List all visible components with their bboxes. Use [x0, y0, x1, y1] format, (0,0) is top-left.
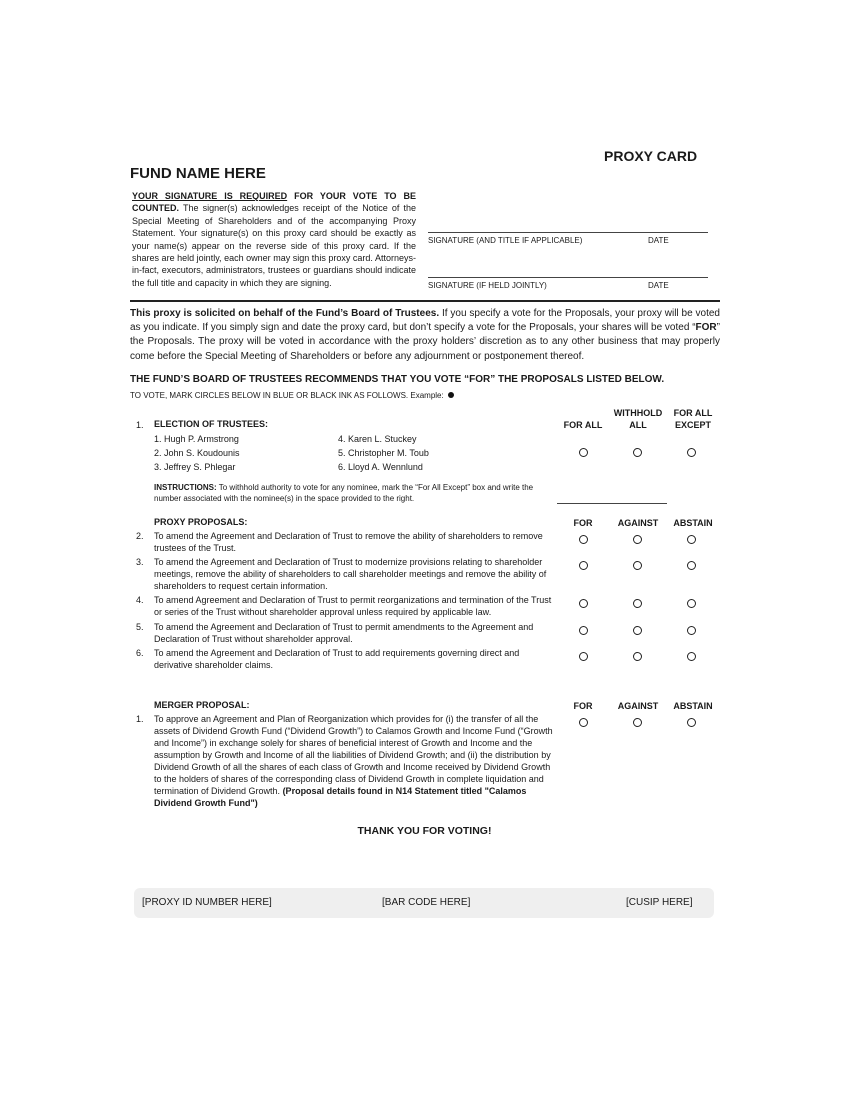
col-against: AGAINST [617, 518, 659, 528]
col-for-all: FOR ALL [563, 420, 603, 430]
nominee-exception-line[interactable] [557, 503, 667, 504]
vote-circle-for[interactable] [579, 626, 588, 635]
proposal-text: To amend the Agreement and Declaration of Trust to permit amendments to the Agreement and Declaration of Trust without shareholder approval. [154, 622, 534, 644]
merger-text: To approve an Agreement and Plan of Reorganization which provides for (i) the transfer of all the assets of Dividend Growth Fund (“Dividend Growth”) to Calamos Growth and Income Fund (“Growth and Income”) in exchange solely for shares of beneficial interest of Growth and Income and the assumption by Growth and Income of all the liabilities of Dividend Growth; and (ii) the distribution by Dividend Growth of all the shares of each class of Growth and Income received by Dividend Growth to the holders of shares of the corresponding class of Dividend Growth in complete liquidation and termination of Dividend Growth. (Proposal details found in N14 Statement titled "Calamos Dividend Growth Fund") [154, 714, 553, 808]
card-title: PROXY CARD [604, 148, 698, 164]
col-abstain: ABSTAIN [673, 518, 713, 528]
col-for-all-except: FOR ALL EXCEPT [673, 408, 713, 430]
merger-number: 1. [136, 714, 144, 724]
vote-circle-against[interactable] [633, 718, 642, 727]
vote-circle-against[interactable] [633, 535, 642, 544]
vote-circle-for[interactable] [579, 652, 588, 661]
section-divider [130, 300, 720, 302]
vote-circle-for[interactable] [579, 561, 588, 570]
vote-circle-against[interactable] [633, 561, 642, 570]
date-label-1: DATE [648, 236, 669, 245]
election-title: ELECTION OF TRUSTEES: [154, 419, 269, 429]
proposal-text: To amend Agreement and Declaration of Trust to permit reorganizations and termination of the Trust or series of the Trust without shareholder approval unless required by applicable law. [154, 595, 552, 617]
vote-circle-for[interactable] [579, 535, 588, 544]
signature-line-1[interactable] [428, 232, 708, 233]
filled-circle-example-icon [448, 392, 454, 398]
footer-bar [134, 888, 714, 918]
vote-circle-abstain[interactable] [687, 652, 696, 661]
proposal-number: 6. [136, 648, 144, 658]
signature-line-2[interactable] [428, 277, 708, 278]
nominee: 3. Jeffrey S. Phlegar [154, 462, 236, 472]
proposal-number: 3. [136, 557, 144, 567]
withhold-instructions: INSTRUCTIONS: To withhold authority to vote for any nominee, mark the “For All Except” box and write the number associated with the nominee(s) in the space provided to the right. [154, 483, 534, 503]
vote-circle-abstain[interactable] [687, 535, 696, 544]
col-for: FOR [573, 701, 593, 711]
proposal-number: 2. [136, 531, 144, 541]
proposal-number: 4. [136, 595, 144, 605]
election-number: 1. [136, 420, 144, 430]
vote-circle-for-all-except[interactable] [687, 448, 696, 457]
fund-name: FUND NAME HERE [130, 165, 266, 182]
vote-circle-against[interactable] [633, 599, 642, 608]
thank-you-text: THANK YOU FOR VOTING! [357, 825, 492, 837]
vote-circle-against[interactable] [633, 626, 642, 635]
counted-text: COUNTED. [132, 203, 179, 214]
vote-circle-abstain[interactable] [687, 599, 696, 608]
nominee: 4. Karen L. Stuckey [338, 434, 417, 444]
signature-notice: YOUR SIGNATURE IS REQUIRED FOR YOUR VOTE TO BE COUNTED. The signer(s) acknowledges receipt of the Notice of the Special Meeting of Shareholders and of the accompanying Proxy Statement. Your signature(s) on this proxy card should be exactly as your name(s) appear on the reverse side of this proxy card. If the shares are held jointly, each owner may sign this proxy card. Attorneys-in-fact, executors, administrators, trustees or guardians should indicate the full title and capacity in which they are signing. [132, 191, 416, 288]
proposal-number: 5. [136, 622, 144, 632]
vote-instructions: TO VOTE, MARK CIRCLES BELOW IN BLUE OR BLACK INK AS FOLLOWS. Example: [130, 391, 454, 400]
col-against: AGAINST [617, 701, 659, 711]
vote-circle-abstain[interactable] [687, 626, 696, 635]
vote-circle-withhold-all[interactable] [633, 448, 642, 457]
proposal-text: To amend the Agreement and Declaration of Trust to remove the ability of shareholders to remove trustees of the Trust. [154, 531, 543, 553]
date-label-2: DATE [648, 281, 669, 290]
signature-required-text: YOUR SIGNATURE IS REQUIRED [132, 191, 288, 201]
solicitation-paragraph: This proxy is solicited on behalf of the Fund’s Board of Trustees. If you specify a vote for the Proposals, your proxy will be voted as you indicate. If you simply sign and date the proxy card, but don’t specify a vote for the Proposals, your shares will be voted “FOR” the Proposals. The proxy will be voted in accordance with the proxy holders’ discretion as to any other business that may properly come before the Special Meeting of Shareholders or before any adjournment or postponement thereof. [130, 308, 720, 362]
col-for: FOR [573, 518, 593, 528]
vote-circle-for-all[interactable] [579, 448, 588, 457]
nominee: 1. Hugh P. Armstrong [154, 434, 239, 444]
vote-circle-for[interactable] [579, 718, 588, 727]
vote-circle-against[interactable] [633, 652, 642, 661]
proxy-id-placeholder: [PROXY ID NUMBER HERE] [142, 897, 272, 908]
signature-label-2: SIGNATURE (IF HELD JOINTLY) [428, 281, 547, 290]
signature-label-1: SIGNATURE (AND TITLE IF APPLICABLE) [428, 236, 583, 245]
proposal-text: To amend the Agreement and Declaration of Trust to add requirements governing direct and derivative shareholder claims. [154, 648, 520, 670]
bar-code-placeholder: [BAR CODE HERE] [382, 897, 471, 908]
nominee: 2. John S. Koudounis [154, 448, 240, 458]
board-recommendation: THE FUND’S BOARD OF TRUSTEES RECOMMENDS THAT YOU VOTE “FOR” THE PROPOSALS LISTED BELOW. [130, 374, 665, 385]
col-abstain: ABSTAIN [673, 701, 713, 711]
merger-proposal-title: MERGER PROPOSAL: [154, 700, 250, 710]
vote-circle-abstain[interactable] [687, 718, 696, 727]
nominee: 6. Lloyd A. Wennlund [338, 462, 423, 472]
col-withhold: WITHHOLD ALL [613, 408, 663, 430]
cusip-placeholder: [CUSIP HERE] [626, 897, 693, 908]
proposal-text: To amend the Agreement and Declaration of Trust to modernize provisions relating to shareholder meetings, remove the ability of shareholders to call shareholder meetings and remove the ability of shareholders to request certain information. [154, 557, 547, 591]
vote-circle-for[interactable] [579, 599, 588, 608]
nominee: 5. Christopher M. Toub [338, 448, 429, 458]
proxy-proposals-title: PROXY PROPOSALS: [154, 517, 248, 527]
vote-circle-abstain[interactable] [687, 561, 696, 570]
